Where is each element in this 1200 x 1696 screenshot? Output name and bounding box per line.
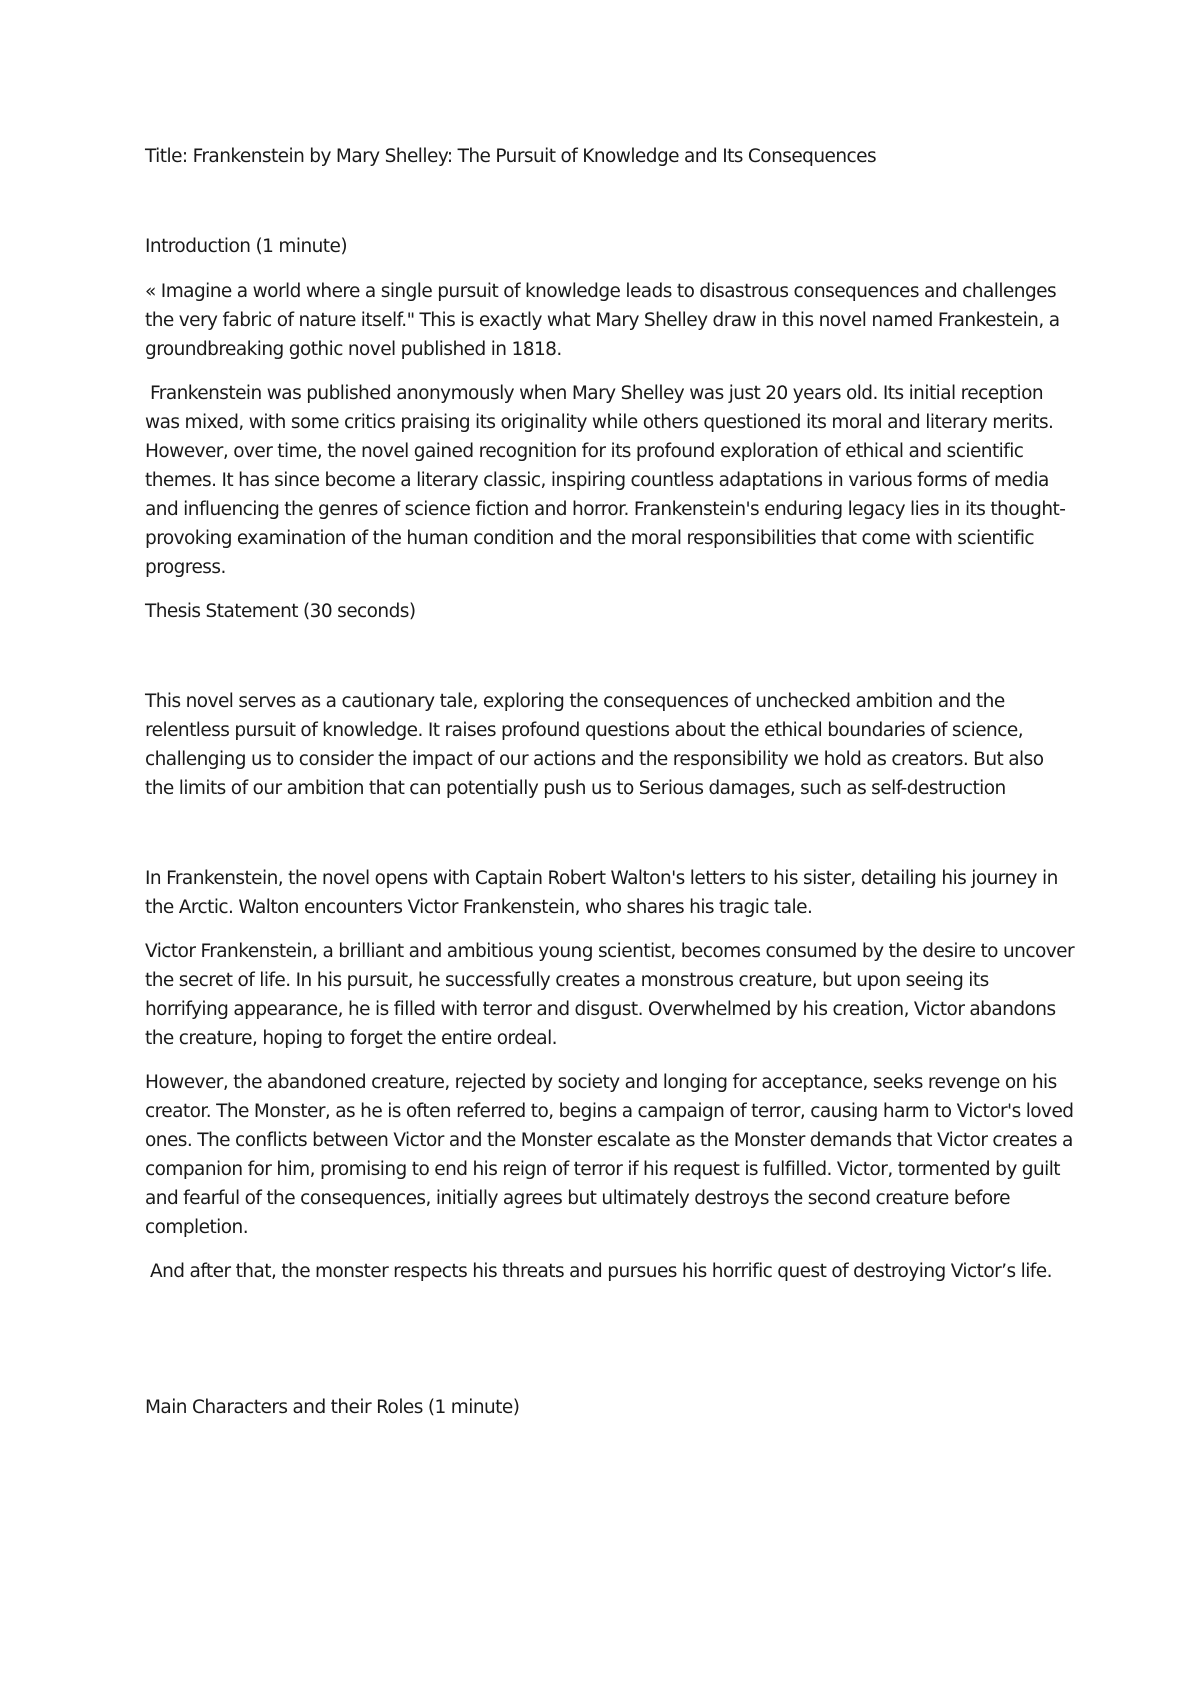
thesis-paragraph: This novel serves as a cautionary tale, exploring the consequences of unchecked ambition and the relentless pursuit of knowledge. It raises profound questions about the ethical boundaries of science, challenging us to consider the impact of our actions and the responsibility we hold as creators. But also the limits of our ambition that can potentially push us to Serious damages, such as self-destruction [145, 691, 1044, 799]
document-title: Title: Frankenstein by Mary Shelley: The Pursuit of Knowledge and Its Consequences [145, 146, 877, 167]
summary-paragraph-4-text: And after that, the monster respects his threats and pursues his horrific quest of destroying Victor’s life. [150, 1261, 1052, 1282]
thesis-heading: Thesis Statement (30 seconds) [145, 601, 416, 622]
characters-heading: Main Characters and their Roles (1 minute) [145, 1397, 520, 1418]
introduction-paragraph-2 [145, 379, 1075, 582]
introduction-paragraph-1: « Imagine a world where a single pursuit of knowledge leads to disastrous consequences and challenges the very fabric of nature itself." This is exactly what Mary Shelley draw in this novel named Frankestein, a groundbreaking gothic novel published in 1818. [145, 281, 1060, 360]
summary-paragraph-1: In Frankenstein, the novel opens with Captain Robert Walton's letters to his sister, detailing his journey in the Arctic. Walton encounters Victor Frankenstein, who shares his tragic tale. [145, 868, 1058, 918]
summary-paragraph-4 [145, 1257, 1075, 1286]
introduction-heading: Introduction (1 minute) [145, 236, 347, 257]
summary-paragraph-2: Victor Frankenstein, a brilliant and ambitious young scientist, becomes consumed by the desire to uncover the secret of life. In his pursuit, he successfully creates a monstrous creature, but upon seeing its horrifying appearance, he is filled with terror and disgust. Overwhelmed by his creation, Victor abandons the creature, hoping to forget the entire ordeal. [145, 941, 1074, 1049]
document-body [145, 142, 1075, 1422]
introduction-paragraph-2-text: Frankenstein was published anonymously when Mary Shelley was just 20 years old. Its initial reception was mixed, with some critics praising its originality while others questioned its moral and literary merits. However, over time, the novel gained recognition for its profound exploration of ethical and scientific themes. It has since become a literary classic, inspiring countless adaptations in various forms of media and influencing the genres of science fiction and horror. Frankenstein's enduring legacy lies in its thought-provoking examination of the human condition and the moral responsibilities that come with scientific progress. [145, 383, 1066, 578]
summary-paragraph-3: However, the abandoned creature, rejected by society and longing for acceptance, seeks revenge on his creator. The Monster, as he is often referred to, begins a campaign of terror, causing harm to Victor's loved ones. The conflicts between Victor and the Monster escalate as the Monster demands that Victor creates a companion for him, promising to end his reign of terror if his request is fulfilled. Victor, tormented by guilt and fearful of the consequences, initially agrees but ultimately destroys the second creature before completion. [145, 1072, 1074, 1238]
